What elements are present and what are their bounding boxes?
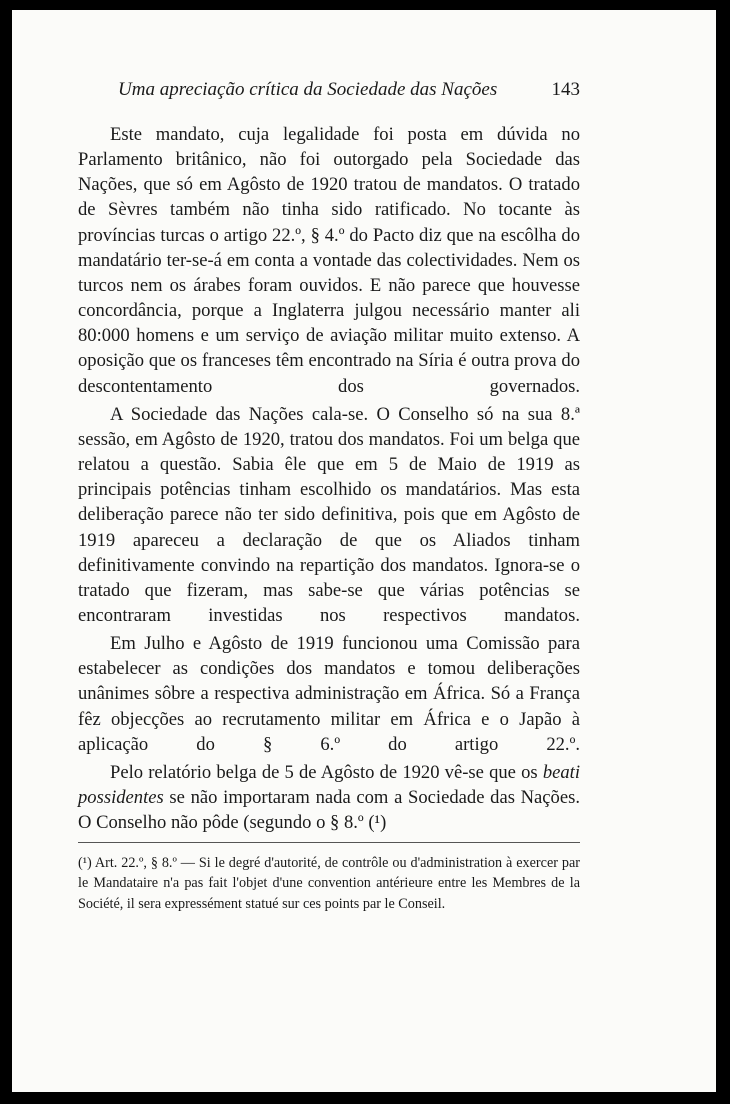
paragraph-4-text-a: Pelo relatório belga de 5 de Agôsto de 1920 vê-se que os [110, 761, 543, 783]
paragraph-2: A Sociedade das Nações cala-se. O Conselho só na sua 8.ª sessão, em Agôsto de 1920, tratou dos mandatos. Foi um belga que relatou a questão. Sabia êle que em 5 de Maio de 1919 as principais potências tinham escolhido os mandatários. Mas esta deliberação parece não ter sido definitiva, pois que em Agôsto de 1919 apareceu a declaração de que os Aliados tinham definitivamente convindo na repartição dos mandatos. Ignora-se o tratado que fizeram, mas sabe-se que várias potências se encontraram investidas nos respectivos mandatos. [78, 403, 580, 626]
page-number: 143 [551, 79, 580, 100]
paragraph-3: Em Julho e Agôsto de 1919 funcionou uma Comissão para estabelecer as condições dos mandatos e tomou deliberações unânimes sôbre a respectiva administração em África. Só a França fêz objecções ao recrutamento militar em África e o Japão à aplicação do § 6.º do artigo 22.º. [78, 633, 580, 755]
page-header [118, 78, 580, 102]
paragraph-4-italic: beati possidentes [78, 761, 580, 809]
running-title: Uma apreciação crítica da Sociedade das Nações [118, 79, 498, 100]
footnote-marker: (¹) [78, 855, 92, 871]
book-page [12, 10, 716, 1092]
body-text [78, 122, 580, 835]
paragraph-1: Este mandato, cuja legalidade foi posta em dúvida no Parlamento britânico, não foi outorgado pela Sociedade das Nações, que só em Agôsto de 1920 tratou de mandatos. O tratado de Sèvres também não tinha sido ratificado. No tocante às províncias turcas o artigo 22.º, § 4.º do Pacto diz que na escôlha do mandatário ter-se-á em conta a vontade das colectividades. Nem os turcos nem os árabes foram ouvidos. E não parece que houvesse concordância, porque a Inglaterra julgou necessário manter ali 80:000 homens e um serviço de aviação militar muito extenso. A oposição que os franceses têm encontrado na Síria é outra prova do descontentamento dos governados. [78, 124, 580, 397]
footnotes [78, 842, 580, 914]
paragraph-4 [78, 760, 580, 835]
footnote-1 [78, 853, 580, 914]
footnote-text: Art. 22.º, § 8.º — Si le degré d'autorité, de contrôle ou d'administration à exercer par le Mandataire n'a pas fait l'objet d'une convention antérieure entre les Membres de la Société, il sera expressément statué sur ces points par le Conseil. [78, 855, 580, 912]
paragraph-4-text-b: se não importaram nada com a Sociedade das Nações. O Conselho não pôde (segundo o § 8.º (¹) [78, 787, 580, 834]
